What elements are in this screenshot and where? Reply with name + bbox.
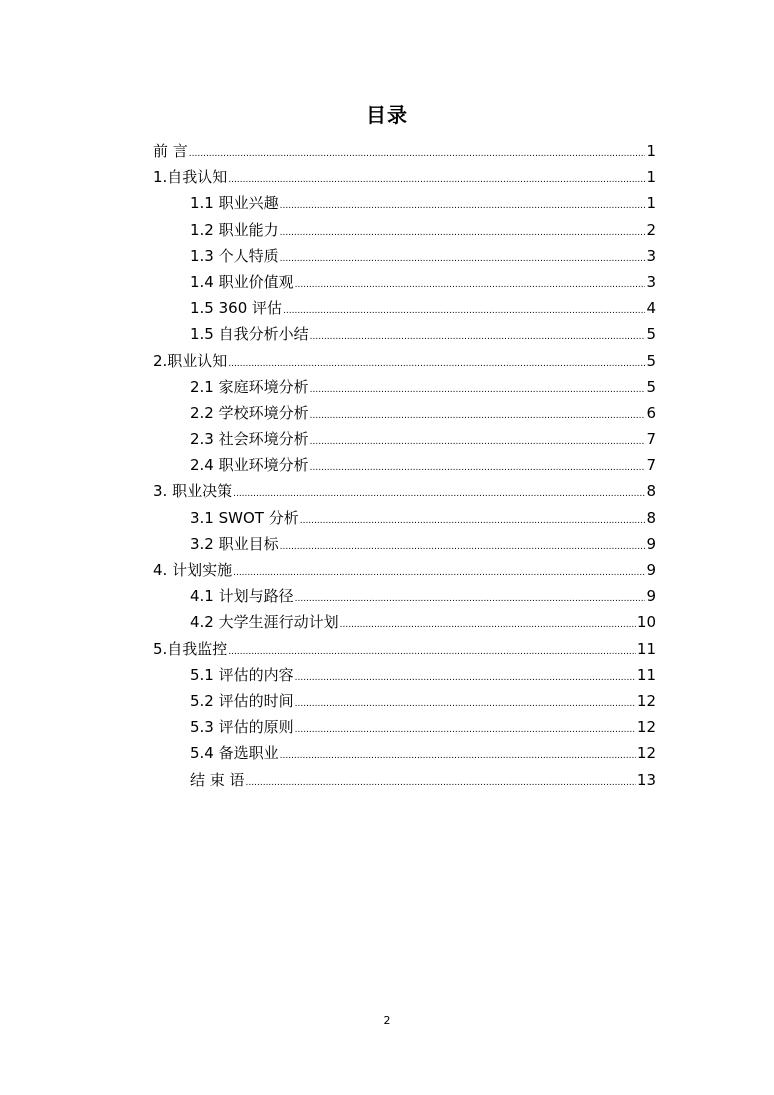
toc-entry[interactable] <box>153 531 656 557</box>
toc-entry-text: 2.3 社会环境分析 <box>190 430 309 449</box>
toc-entry-text: 1.1 职业兴趣 <box>190 194 279 213</box>
toc-entry[interactable] <box>153 295 656 321</box>
toc-entry-text: 2.职业认知 <box>153 351 228 370</box>
toc-entry-text: 3.2 职业目标 <box>190 534 279 553</box>
toc-entry-page: 9 <box>646 587 656 606</box>
toc-dot-leader <box>280 246 646 272</box>
toc-dot-leader <box>283 298 645 324</box>
toc-entry-text: 1.3 个人特质 <box>190 246 279 265</box>
toc-entry-page: 7 <box>646 430 656 449</box>
toc-entry[interactable] <box>153 190 656 216</box>
toc-dot-leader <box>300 508 646 534</box>
toc-dot-leader <box>310 403 646 429</box>
toc-entry-page: 8 <box>646 482 656 501</box>
toc-entry[interactable] <box>153 767 656 793</box>
toc-dot-leader <box>280 220 646 246</box>
toc-entry-text: 5.1 评估的内容 <box>190 665 294 684</box>
toc-entry[interactable] <box>153 164 656 190</box>
toc-dot-leader <box>295 691 636 717</box>
toc-entry-page: 1 <box>646 168 656 187</box>
toc-entry[interactable] <box>153 321 656 347</box>
toc-entry-page: 9 <box>646 534 656 553</box>
page-number: 2 <box>383 1014 391 1027</box>
toc-entry-page: 9 <box>646 561 656 579</box>
toc-entry-text: 结 束 语 <box>190 770 245 789</box>
toc-entry[interactable] <box>153 243 656 269</box>
toc-entry-text: 5.3 评估的原则 <box>190 718 294 737</box>
toc-entry-page: 6 <box>646 403 656 422</box>
toc-entry-page: 11 <box>636 639 656 658</box>
toc-entry[interactable] <box>153 662 656 688</box>
toc-dot-leader <box>189 141 646 167</box>
toc-entry[interactable] <box>153 426 656 452</box>
toc-entry-page: 1 <box>646 142 656 160</box>
toc-entry[interactable] <box>153 609 656 635</box>
toc-entry-page: 10 <box>636 613 656 632</box>
toc-dot-leader <box>246 770 636 796</box>
toc-entry[interactable] <box>153 688 656 714</box>
toc-dot-leader <box>280 534 646 560</box>
toc-entry-text: 1.5 自我分析小结 <box>190 325 309 344</box>
toc-entry-text: 3. 职业决策 <box>153 482 233 501</box>
toc-entry-page: 3 <box>646 246 656 265</box>
toc-entry-text: 3.1 SWOT 分析 <box>190 508 299 527</box>
toc-entry[interactable] <box>153 740 656 766</box>
toc-entry[interactable] <box>153 714 656 740</box>
toc-title: 目录 <box>366 103 408 127</box>
toc-entry-text: 5.2 评估的时间 <box>190 691 294 710</box>
toc-entry-text: 5.自我监控 <box>153 639 228 658</box>
toc-entry-page: 1 <box>646 194 656 213</box>
toc-entry[interactable] <box>153 636 656 662</box>
toc-entry[interactable] <box>153 374 656 400</box>
table-of-contents <box>153 138 656 793</box>
toc-dot-leader <box>228 167 645 193</box>
toc-entry-text: 1.4 职业价值观 <box>190 272 294 291</box>
toc-dot-leader <box>233 560 645 586</box>
toc-entry[interactable] <box>153 557 656 583</box>
toc-entry-page: 13 <box>636 770 656 789</box>
toc-entry[interactable] <box>153 348 656 374</box>
toc-entry-text: 4.1 计划与路径 <box>190 587 294 606</box>
toc-entry[interactable] <box>153 505 656 531</box>
toc-entry-text: 2.4 职业环境分析 <box>190 456 309 475</box>
toc-entry-text: 前 言 <box>153 142 188 160</box>
toc-entry-page: 3 <box>646 272 656 291</box>
toc-entry-page: 12 <box>636 691 656 710</box>
toc-dot-leader <box>310 324 646 350</box>
toc-entry[interactable] <box>153 400 656 426</box>
toc-entry-page: 12 <box>636 744 656 763</box>
toc-dot-leader <box>280 743 636 769</box>
toc-entry-page: 4 <box>646 299 656 318</box>
toc-entry-text: 4. 计划实施 <box>153 561 233 579</box>
toc-dot-leader <box>295 665 636 691</box>
toc-dot-leader <box>310 455 646 481</box>
toc-entry-text: 1.5 360 评估 <box>190 299 283 318</box>
toc-entry-page: 5 <box>646 351 656 370</box>
toc-entry-page: 5 <box>646 377 656 396</box>
toc-entry-page: 8 <box>646 508 656 527</box>
toc-entry-text: 1.2 职业能力 <box>190 220 279 239</box>
toc-entry-text: 5.4 备选职业 <box>190 744 279 763</box>
toc-dot-leader <box>280 193 646 219</box>
toc-entry[interactable] <box>153 217 656 243</box>
toc-entry-text: 2.2 学校环境分析 <box>190 403 309 422</box>
toc-dot-leader <box>310 377 646 403</box>
toc-dot-leader <box>295 717 636 743</box>
toc-entry-text: 4.2 大学生涯行动计划 <box>190 613 339 632</box>
toc-entry-page: 12 <box>636 718 656 737</box>
toc-entry-page: 2 <box>646 220 656 239</box>
toc-entry[interactable] <box>153 452 656 478</box>
toc-dot-leader <box>295 586 646 612</box>
toc-entry[interactable] <box>153 269 656 295</box>
toc-entry[interactable] <box>153 478 656 504</box>
toc-entry-page: 11 <box>636 665 656 684</box>
toc-entry-text: 1.自我认知 <box>153 168 228 187</box>
toc-entry[interactable] <box>153 583 656 609</box>
toc-entry-page: 7 <box>646 456 656 475</box>
toc-entry[interactable] <box>153 138 656 164</box>
toc-entry-page: 5 <box>646 325 656 344</box>
toc-dot-leader <box>310 429 646 455</box>
toc-entry-text: 2.1 家庭环境分析 <box>190 377 309 396</box>
toc-dot-leader <box>295 272 646 298</box>
toc-dot-leader <box>340 612 636 638</box>
